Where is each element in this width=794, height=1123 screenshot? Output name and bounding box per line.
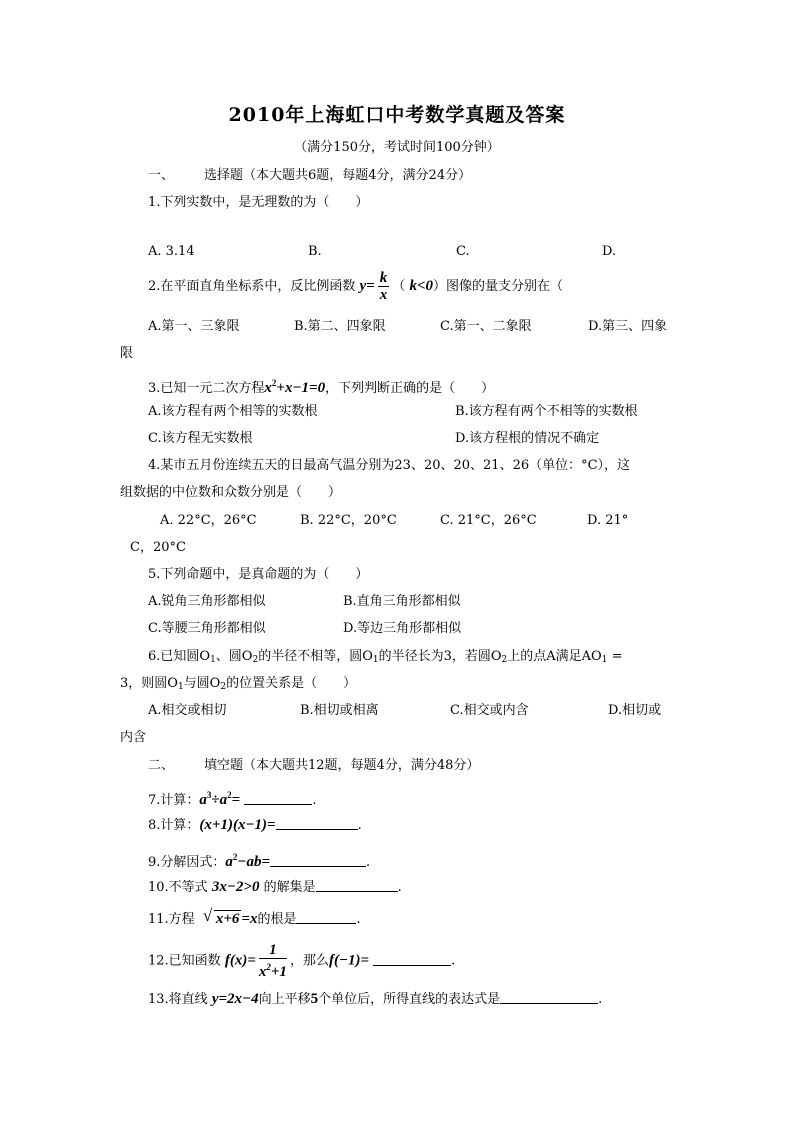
question-10: 10.不等式 3x−2>0 的解集是 . (148, 879, 402, 895)
question-3-option-b: B.该方程有两个不相等的实数根 (455, 404, 638, 419)
page-title: 2010年上海虹口中考数学真题及答案 (228, 104, 566, 126)
question-4-option-d: D. 21° (587, 513, 629, 528)
question-2-option-a: A.第一、三象限 (148, 319, 240, 334)
question-3-stem: 3.已知一元二次方程$x^2+x-1=0$，下列判断正确的是（ ） (148, 378, 495, 396)
function-y: y (359, 278, 367, 294)
equation-x: x (264, 380, 272, 396)
question-4-option-c: C. 21°C，26°C (440, 513, 537, 528)
section-1-number: 一、 (148, 168, 175, 183)
question-9: 9.分解因式：$a^2-ab=$ . (148, 852, 371, 870)
answer-blank-11 (296, 911, 356, 924)
question-5-stem: 5.下列命题中，是真命题的为（ ） (148, 567, 369, 582)
fraction-1-over-x2-plus-1: $\frac{1}{x^2+1}$ (258, 942, 287, 980)
answer-blank-7 (244, 792, 312, 805)
question-4-option-b: B. 22°C，20°C (300, 513, 397, 528)
section-1-heading (148, 167, 471, 185)
question-8: 8.计算：(x+1)(x−1)= . (148, 817, 362, 833)
condition-k: k<0 (409, 278, 433, 294)
question-4-line-2: 组数据的中位数和众数分别是（ ） (120, 485, 342, 500)
fraction-k-over-x: $\frac{k}{x}$ (379, 270, 388, 303)
section-2-text: 填空题（本大题共12题，每题4分，满分48分） (204, 758, 480, 773)
answer-blank-8 (276, 817, 358, 830)
question-1-stem: 1.下列实数中，是无理数的为（ ） (148, 195, 369, 210)
question-6-option-d-wrap: 内含 (120, 730, 147, 745)
question-2-option-d: D.第三、四象 (588, 319, 668, 334)
question-6-option-d: D.相切或 (608, 703, 662, 718)
question-4-option-d-wrap: C，20°C (130, 540, 186, 555)
question-1-option-c: C. (456, 244, 470, 259)
equation-rest: +x−1=0 (276, 380, 326, 396)
page-subtitle: （满分150分，考试时间100分钟） (294, 140, 500, 155)
section-2-number: 二、 (148, 758, 175, 773)
answer-blank-13 (500, 991, 598, 1004)
question-5-option-a: A.锐角三角形都相似 (148, 594, 266, 609)
question-6-line-2: 3，则圆$O_1$与圆$O_2$的位置关系是（ ） (120, 676, 357, 692)
question-6-line-1: 6.已知圆$O_1$、圆$O_2$的半径不相等，圆$O_1$的半径长为3，若圆$O_2$上的点A满足$AO_1$ = (148, 649, 623, 665)
answer-blank-9 (270, 854, 366, 867)
question-1-option-b: B. (308, 244, 322, 259)
square-root: √ x+6 (202, 906, 240, 927)
section-1-text: 选择题（本大题共6题，每题4分，满分24分） (204, 168, 472, 183)
question-2-option-d-wrap: 限 (120, 346, 134, 361)
question-12: 12.已知函数 f(x)= $\frac{1}{x^2+1}$ ，那么f(−1)= . (148, 942, 456, 980)
question-2-option-b: B.第二、四象限 (294, 319, 386, 334)
question-11: 11.方程 √ x+6 =x的根是 . (148, 906, 361, 927)
question-2-option-c: C.第一、二象限 (440, 319, 532, 334)
question-6-option-b: B.相切或相离 (300, 703, 379, 718)
question-5-option-b: B.直角三角形都相似 (343, 594, 461, 609)
question-3-option-a: A.该方程有两个相等的实数根 (148, 404, 318, 419)
question-3-option-d: D.该方程根的情况不确定 (455, 431, 600, 446)
question-3-option-c: C.该方程无实数根 (148, 431, 253, 446)
question-5-option-d: D.等边三角形都相似 (343, 621, 462, 636)
question-5-option-c: C.等腰三角形都相似 (148, 621, 266, 636)
question-4-option-a: A. 22°C，26°C (160, 513, 257, 528)
question-2-stem: 2.在平面直角坐标系中，反比例函数 y= $\frac{k}{x}$ （ k<0）图像的量支分别在（ (148, 270, 564, 303)
question-1-option-d: D. (602, 244, 617, 259)
section-2-heading (148, 757, 479, 775)
question-13: 13.将直线 y=2x−4向上平移5个单位后，所得直线的表达式是 . (148, 991, 603, 1007)
question-7: 7.计算：$a^3\div a^2=$ . (148, 790, 317, 808)
answer-blank-12 (373, 953, 451, 966)
question-4-line-1: 4.某市五月份连续五天的日最高气温分别为23、20、20、21、26（单位：°C），这 (148, 458, 631, 473)
question-6-option-c: C.相交或内含 (450, 703, 529, 718)
question-1-option-a: A. 3.14 (148, 244, 195, 259)
question-6-option-a: A.相交或相切 (148, 703, 227, 718)
answer-blank-10 (316, 879, 398, 892)
